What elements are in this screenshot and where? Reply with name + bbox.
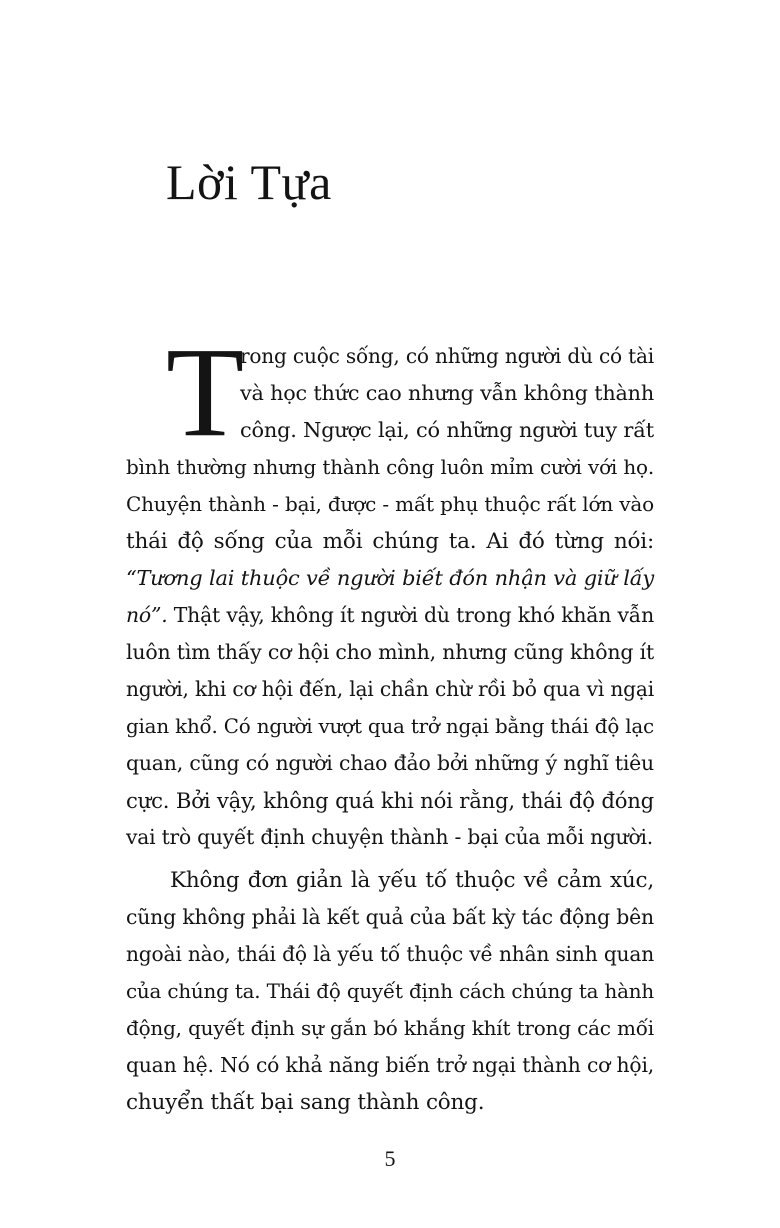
drop-cap: T bbox=[166, 321, 244, 463]
text-line: cũng không phải là kết quả của bất kỳ tác động bên bbox=[126, 905, 654, 929]
text-line: công. Ngược lại, có những người tuy rất bbox=[240, 418, 654, 442]
paragraph-1 bbox=[126, 321, 654, 856]
text-line: chuyển thất bại sang thành công. bbox=[126, 1090, 485, 1115]
text-line: bình thường nhưng thành công luôn mỉm cười với họ. bbox=[126, 455, 654, 479]
quote-end: nó”. bbox=[126, 603, 168, 627]
text-line: của chúng ta. Thái độ quyết định cách chúng ta hành bbox=[126, 980, 654, 1003]
text-line: ngoài nào, thái độ là yếu tố thuộc về nhân sinh quan bbox=[126, 942, 654, 966]
text-line-rest: Thật vậy, không ít người dù trong khó khăn vẫn bbox=[167, 603, 654, 627]
text-line: động, quyết định sự gắn bó khắng khít trong các mối bbox=[126, 1016, 654, 1040]
quote-line: “Tương lai thuộc về người biết đón nhận và giữ lấy bbox=[126, 566, 654, 590]
paragraph-2 bbox=[126, 862, 654, 1121]
body-text bbox=[126, 321, 654, 1121]
text-line: luôn tìm thấy cơ hội cho mình, nhưng cũng không ít bbox=[126, 640, 654, 664]
text-line: người, khi cơ hội đến, lại chần chừ rồi bỏ qua vì ngại bbox=[126, 677, 654, 701]
text-line: Không đơn giản là yếu tố thuộc về cảm xúc, bbox=[170, 868, 654, 893]
text-line: cực. Bởi vậy, không quá khi nói rằng, thái độ đóng bbox=[126, 788, 654, 813]
text-line: quan, cũng có người chao đảo bởi những ý nghĩ tiêu bbox=[126, 751, 654, 775]
text-line: vai trò quyết định chuyện thành - bại của mỗi người. bbox=[126, 825, 653, 849]
page-number: 5 bbox=[384, 1146, 396, 1171]
text-line: thái độ sống của mỗi chúng ta. Ai đó từng nói: bbox=[126, 529, 654, 554]
page-title: Lời Tựa bbox=[166, 154, 332, 210]
text-line: rong cuộc sống, có những người dù có tài bbox=[240, 344, 654, 368]
text-line: quan hệ. Nó có khả năng biến trở ngại thành cơ hội, bbox=[126, 1053, 654, 1077]
text-line: và học thức cao nhưng vẫn không thành bbox=[240, 381, 654, 405]
text-line: gian khổ. Có người vượt qua trở ngại bằng thái độ lạc bbox=[126, 715, 654, 738]
text-line bbox=[126, 597, 654, 634]
text-line: Chuyện thành - bại, được - mất phụ thuộc rất lớn vào bbox=[126, 492, 654, 516]
